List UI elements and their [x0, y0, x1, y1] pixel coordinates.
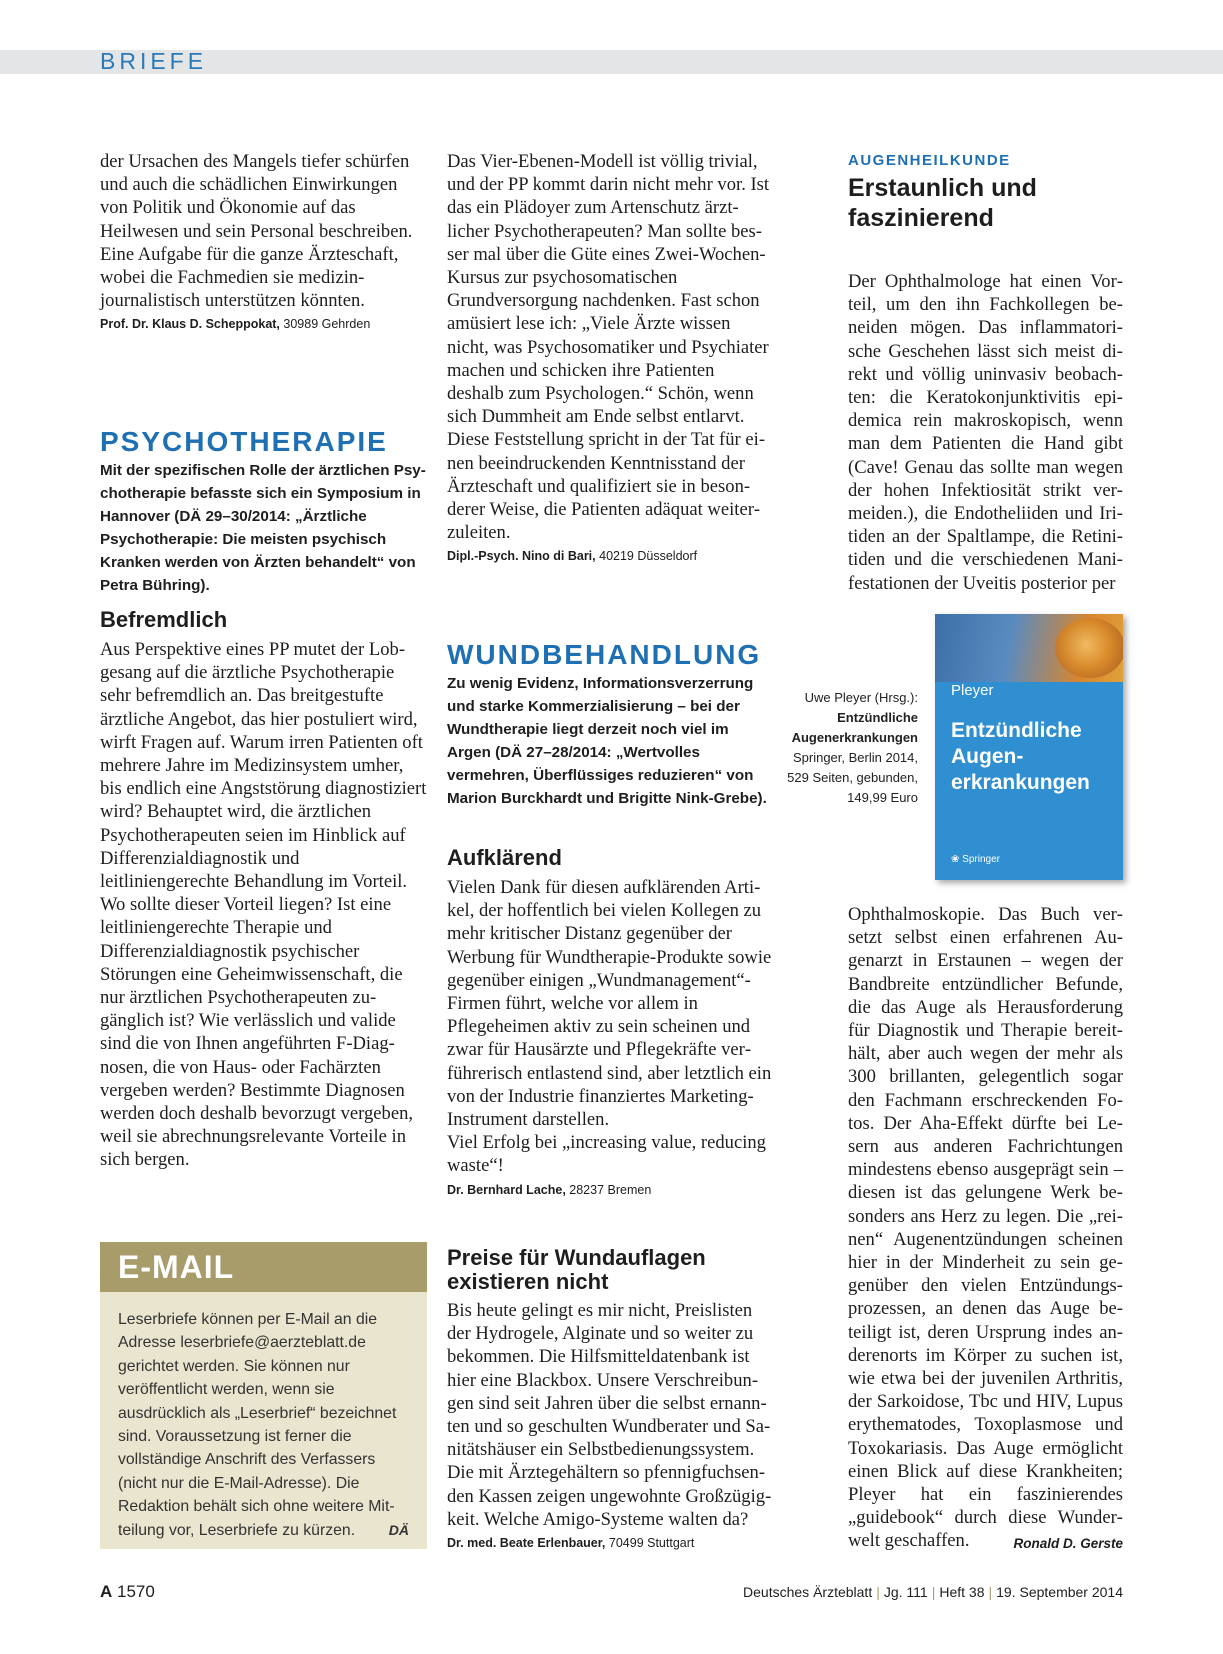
signature-name: Dr. med. Beate Erlenbauer, — [447, 1536, 606, 1551]
section-title: PSYCHOTHERAPIE — [100, 426, 388, 457]
review-title: Erstaunlich und faszinierend — [848, 174, 1037, 232]
intro-letter-signature — [100, 316, 427, 332]
column-2 — [447, 150, 773, 564]
signature-name: Dr. Bernhard Lache, — [447, 1182, 566, 1197]
letter-text-closing: Viel Erfolg bei „increasing value, reducing waste“! — [447, 1132, 766, 1177]
review-text-bottom — [848, 903, 1123, 1553]
letter-text: Vielen Dank für diesen aufklärenden Artikel, der hoffentlich bei vielen Kollegen zu mehr kritischer Distanz gegenüber der Werbung für Wundtherapie-Produkte sowie gegenüber einigen „Wundmanagement“-Firmen führt, welche vor allem in Pflegeheimen aktiv zu sein scheinen und zwar für Hausärzte und Pflegekräfte verführerisch entlastend sind, aber letztlich ein von der Industrie finanziertes Marketing-Instrument darstellen. — [447, 877, 772, 1131]
email-info-box — [100, 1242, 427, 1549]
email-box-header — [100, 1242, 427, 1292]
email-box-body — [100, 1292, 427, 1542]
signature-place: 40219 Düsseldorf — [599, 549, 698, 564]
review-text-top-block — [848, 270, 1123, 595]
email-box-signature: DÄ — [388, 1521, 409, 1538]
footer-separator: | — [931, 1584, 936, 1600]
preise-letter — [447, 1246, 773, 1551]
book-review-header — [848, 152, 1123, 233]
journal-info — [743, 1584, 1123, 1600]
review-kicker: AUGENHEILKUNDE — [848, 152, 1011, 169]
cover-title: Entzündliche Augenerkrankungen — [951, 719, 1090, 794]
review-text-bottom-body: Ophthalmoskopie. Das Buch versetzt selbst einen erfahrenen Augenarzt in Erstaunen – wegen der Bandbreite entzündlicher Befunde, die das Auge als Herausforderung für Diagnostik und Therapie bereithält, aber auch wegen der mehr als 300 brillanten, gelegentlich sogar den Fachmann erschreckenden Fotos. Der Aha-Effekt dürfte bei Lesern aus anderen Fachrichtungen mindestens ebenso ausgeprägt sein – diesen ist das gelungene Werk besonders ans Herz zu legen. Die „reinen“ Augenentzündungen scheinen hier in der Minderheit zu sein gegenüber den vielen Entzündungsprozessen, an denen das Auge beteiligt ist, deren Ursprung indes anderenorts im Körper zu suchen ist, wie etwa bei der juvenilen Arthritis, der Sarkoidose, Tbc und HIV, Lupus erythematodes, Toxoplasmose und Toxokariasis. Das Auge ermöglicht einen Blick auf diese Krankheiten; Pleyer hat ein faszinierendes „guidebook“ durch diese Wunderwelt geschaffen. — [848, 904, 1123, 1552]
journal-issue: Heft 38 — [939, 1584, 985, 1600]
letter-text: Bis heute gelingt es mir nicht, Preislisten der Hydrogele, Alginate und so weiter zu bekommen. Die Hilfsmitteldatenbank ist hier eine Blackbox. Unsere Verschreibungen sind seit Jahren über die selbst ernannten und so geschulten Wundberater und Sanitätshäuser ein Selbstbedienungssystem. Die mit Ärztegehältern so pfennigfuchsenden Kassen zeigen ungewohnte Großzügigkeit. Welche Amigo-Systeme walten da? — [447, 1300, 772, 1530]
letter-signature — [447, 1182, 773, 1198]
signature-name: Prof. Dr. Klaus D. Scheppokat, — [100, 317, 280, 332]
wundbehandlung-section — [447, 640, 773, 810]
befremdlich-letter — [100, 608, 427, 1172]
letter-title: Preise für Wundauflagen existieren nicht — [447, 1245, 706, 1294]
footer-separator: | — [876, 1584, 880, 1600]
cover-publisher-logo: ❀ Springer — [951, 854, 1000, 865]
journal-date: 19. September 2014 — [996, 1584, 1123, 1600]
journal-volume: Jg. 111 — [883, 1584, 928, 1600]
signature-place: 70499 Stuttgart — [608, 1536, 695, 1551]
footer-separator: | — [988, 1584, 993, 1600]
book-caption-title: Entzündliche Augenerkrankungen — [791, 710, 918, 745]
book-caption — [778, 688, 918, 808]
psychotherapie-section — [100, 427, 427, 597]
section-lead: Mit der spezifischen Rolle der ärztlichen Psychotherapie befasste sich ein Symposium in Hannover (DÄ 29–30/2014: „Ärztliche Psychotherapie: Die meisten psychisch Kranken werden von Ärzten behandelt“ von Petra Bühring). — [100, 462, 426, 594]
page-number — [100, 1582, 155, 1602]
letter-title: Befremdlich — [100, 607, 228, 632]
review-text-top: Der Ophthalmologe hat einen Vorteil, um den ihn Fachkollegen beneiden mögen. Das inflammatorische Geschehen lässt sich meist direkt und völlig uninvasiv beobachten: die Keratokonjunktivitis epidemica rein makroskopisch, wenn man dem Patienten die Hand gibt (Cave! Genau das sollte man wegen der hohen Infektiosität strikt vermeiden.), die Endotheliiden und Iritiden an der Spaltlampe, die Retinitiden und die verschiedenen Manifestationen der Uveitis posterior per — [848, 271, 1123, 594]
section-title: WUNDBEHANDLUNG — [447, 639, 762, 670]
letter-text: Aus Perspektive eines PP mutet der Lobgesang auf die ärztliche Psychotherapie sehr befremdlich an. Das breitgestufte ärztliche Angebot, das hier postuliert wird, wirft Fragen auf. Warum irren Patienten oft mehrere Jahre im Medizinsystem umher, bis endlich eine Angststörung diagnostiziert wird? Behauptet wird, die ärztlichen Psychotherapeuten seien im Hinblick auf Differenzialdiagnostik und leitliniengerechte Behandlung im Vorteil. Wo sollte dieser Vorteil liegen? Ist eine leitliniengerechte Therapie und Differenzialdiagnostik psychischer Störungen eine Geheimwissenschaft, die nur ärztlichen Psychotherapeuten zugänglich ist? Wie verlässlich und valide sind die von Ihnen angeführten F-Diagnosen, die von Haus- oder Fachärzten vergeben werden? Bestimmte Diagnosen werden doch deshalb bevorzugt vergeben, weil sie abrechnungsrelevante Vorteile in sich bergen. — [100, 639, 427, 1171]
book-caption-author: Uwe Pleyer (Hrsg.): — [804, 690, 918, 705]
review-text-bottom-block — [848, 903, 1123, 1556]
email-box-text: Leserbriefe können per E-Mail an die Adresse leserbriefe@aerzteblatt.de gerichtet werden. Sie können nur veröffentlicht werden, wenn sie ausdrücklich als „Leserbrief“ bezeichnet sind. Voraussetzung ist ferner die vollständige Anschrift des Verfassers (nicht nur die E-Mail-Adresse). Die Redaktion behält sich ohne weitere Mitteilung vor, Leserbriefe zu kürzen. — [118, 1311, 397, 1539]
letter-title: Aufklärend — [447, 845, 562, 870]
reviewer-name: Ronald D. Gerste — [1013, 1536, 1123, 1552]
intro-letter-text: der Ursachen des Mangels tiefer schürfen und auch die schädlichen Einwirkungen von Politik und Ökonomie auf das Heilwesen und sein Personal beschreiben. Eine Aufgabe für die ganze Ärzteschaft, wobei die Fachmedien sie medizin-journalistisch unterstützen könnten. — [100, 151, 413, 312]
signature-name: Dipl.-Psych. Nino di Bari, — [447, 549, 596, 564]
journal-name: Deutsches Ärzteblatt — [743, 1584, 873, 1600]
column-1 — [100, 150, 427, 332]
continued-letter-text: Das Vier-Ebenen-Modell ist völlig trivial, und der PP kommt darin nicht mehr vor. Ist das ein Plädoyer zum Artenschutz ärztlicher Psychotherapeuten? Man sollte besser mal über die Güte eines Zwei-Wochen-Kursus zur psychosomatischen Grundversorgung nachdenken. Fast schon amüsiert lese ich: „Viele Ärzte wissen nicht, was Psychosomatiker und Psychiater machen und schicken ihre Patienten deshalb zum Psychologen.“ Schön, wenn sich Dummheit am Ende selbst entlarvt. Diese Feststellung spricht in der Tat für einen beeindruckenden Kenntnisstand der Ärzteschaft und qualifiziert sie in besonderer Weise, die Patienten adäquat weiterzuleiten. — [447, 151, 770, 544]
section-label: BRIEFE — [100, 48, 208, 74]
section-lead: Zu wenig Evidenz, Informationsverzerrung und starke Kommerzialisierung – bei der Wundtherapie liegt derzeit noch viel im Argen (DÄ 27–28/2014: „Wertvolles vermehren, Überflüssiges reduzieren“ von Marion Burckhardt und Brigitte Nink-Grebe). — [447, 675, 767, 807]
signature-place: 30989 Gehrden — [283, 317, 371, 332]
cover-author: Pleyer — [951, 682, 994, 699]
page-letter: A — [100, 1582, 113, 1601]
continued-letter-signature — [447, 548, 773, 564]
aufklaerend-letter — [447, 846, 773, 1198]
signature-place: 28237 Bremen — [569, 1182, 652, 1197]
book-caption-details: Springer, Berlin 2014, 529 Seiten, gebunden, 149,99 Euro — [787, 750, 918, 805]
book-cover-image — [935, 614, 1123, 880]
letter-signature — [447, 1535, 773, 1551]
email-box-heading: E-MAIL — [118, 1249, 235, 1285]
eye-fundus-image — [1055, 618, 1123, 678]
page-number-value: 1570 — [117, 1582, 155, 1601]
